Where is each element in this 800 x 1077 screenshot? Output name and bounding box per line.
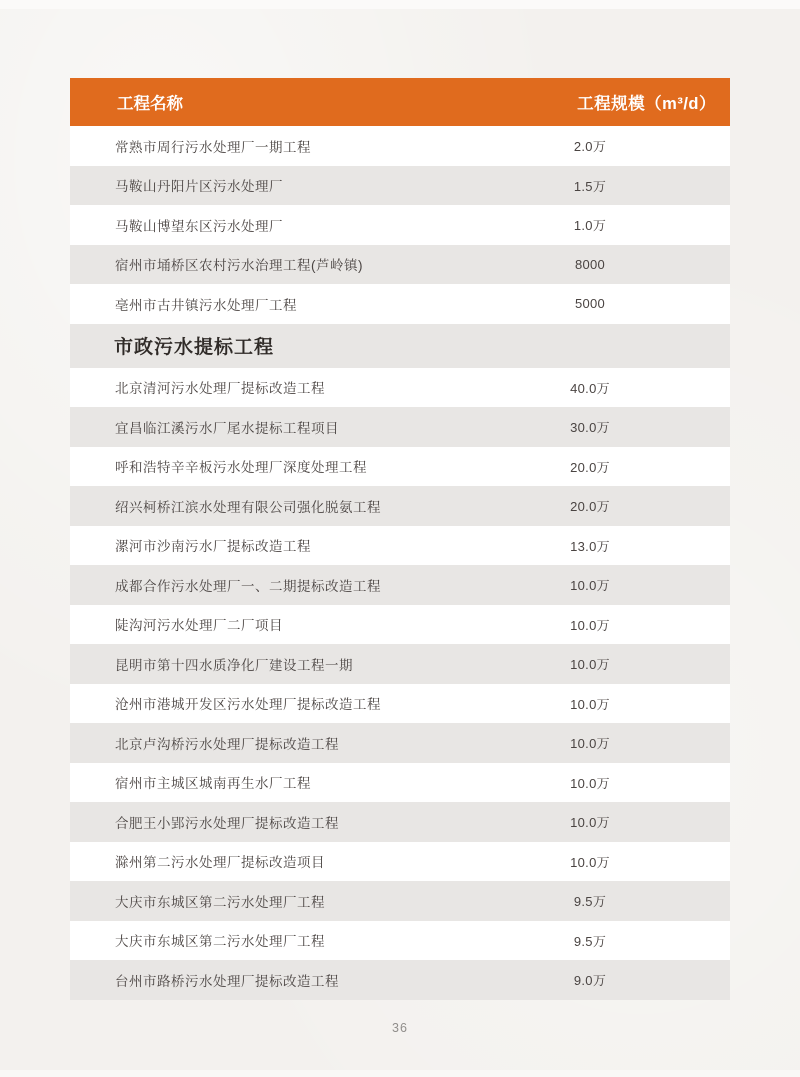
table-row <box>70 921 730 961</box>
project-scale-cell: 13.0万 <box>570 538 610 554</box>
project-name-cell: 大庆市东城区第二污水处理厂工程 <box>115 894 325 910</box>
page-number: 36 <box>392 1021 408 1035</box>
project-scale-cell: 9.5万 <box>573 933 607 949</box>
column-header-project-name: 工程名称 <box>117 95 183 113</box>
project-name-cell: 合肥王小郢污水处理厂提标改造工程 <box>115 815 339 831</box>
table-row <box>70 166 730 206</box>
project-scale-cell: 10.0万 <box>570 578 610 594</box>
table-row <box>70 368 730 408</box>
project-name-cell: 宿州市主城区城南再生水厂工程 <box>115 776 311 792</box>
project-name-cell: 绍兴柯桥江滨水处理有限公司强化脱氨工程 <box>115 499 381 515</box>
project-scale-cell: 9.5万 <box>573 894 607 910</box>
project-name-cell: 陡沟河污水处理厂二厂项目 <box>115 618 283 634</box>
project-scale-cell: 10.0万 <box>570 815 610 831</box>
project-scale-cell: 1.0万 <box>573 218 607 234</box>
table-row <box>70 284 730 324</box>
project-name-cell: 大庆市东城区第二污水处理厂工程 <box>115 934 325 950</box>
project-scale-cell: 2.0万 <box>573 139 607 155</box>
project-scale-cell: 10.0万 <box>570 854 610 870</box>
project-scale-cell: 20.0万 <box>570 459 610 475</box>
table-row <box>70 684 730 724</box>
project-name-cell: 漯河市沙南污水厂提标改造工程 <box>115 539 311 555</box>
table-row <box>70 881 730 921</box>
project-scale-cell: 8000 <box>574 256 606 272</box>
project-name-cell: 北京卢沟桥污水处理厂提标改造工程 <box>115 736 339 752</box>
section-header <box>70 324 730 368</box>
project-scale-cell: 10.0万 <box>570 696 610 712</box>
project-name-cell: 亳州市古井镇污水处理厂工程 <box>115 297 297 313</box>
project-scale-cell: 9.0万 <box>573 973 607 989</box>
project-scale-cell: 30.0万 <box>570 420 610 436</box>
section-title: 市政污水提标工程 <box>114 337 275 358</box>
column-header-project-scale: 工程规模（m³/d） <box>577 95 716 113</box>
project-name-cell: 呼和浩特辛辛板污水处理厂深度处理工程 <box>115 460 367 476</box>
table-row <box>70 245 730 285</box>
project-name-cell: 沧州市港城开发区污水处理厂提标改造工程 <box>115 697 381 713</box>
project-name-cell: 台州市路桥污水处理厂提标改造工程 <box>115 973 339 989</box>
table-row <box>70 565 730 605</box>
table-row <box>70 447 730 487</box>
project-name-cell: 宜昌临江溪污水厂尾水提标工程项目 <box>115 420 339 436</box>
table-row <box>70 763 730 803</box>
table-row <box>70 486 730 526</box>
project-scale-cell: 5000 <box>574 296 606 312</box>
table-row <box>70 960 730 1000</box>
project-name-cell: 常熟市周行污水处理厂一期工程 <box>115 139 311 155</box>
project-name-cell: 昆明市第十四水质净化厂建设工程一期 <box>115 657 353 673</box>
table-row <box>70 842 730 882</box>
project-scale-cell: 10.0万 <box>570 657 610 673</box>
table-row <box>70 605 730 645</box>
project-name-cell: 马鞍山博望东区污水处理厂 <box>115 218 283 234</box>
table-body <box>70 126 730 1000</box>
project-scale-cell: 10.0万 <box>570 736 610 752</box>
project-name-cell: 成都合作污水处理厂一、二期提标改造工程 <box>115 578 381 594</box>
table-row <box>70 526 730 566</box>
table-header-row <box>70 78 730 126</box>
project-table <box>70 78 730 1000</box>
table-row <box>70 126 730 166</box>
project-scale-cell: 1.5万 <box>573 178 607 194</box>
table-row <box>70 802 730 842</box>
table-row <box>70 407 730 447</box>
project-name-cell: 北京清河污水处理厂提标改造工程 <box>115 381 325 397</box>
table-row <box>70 723 730 763</box>
table-row <box>70 644 730 684</box>
project-scale-cell: 20.0万 <box>570 499 610 515</box>
table-row <box>70 205 730 245</box>
project-name-cell: 马鞍山丹阳片区污水处理厂 <box>115 179 283 195</box>
project-name-cell: 宿州市埇桥区农村污水治理工程(芦岭镇) <box>115 258 363 274</box>
project-name-cell: 滁州第二污水处理厂提标改造项目 <box>115 855 325 871</box>
project-scale-cell: 40.0万 <box>570 380 610 396</box>
project-scale-cell: 10.0万 <box>570 775 610 791</box>
project-scale-cell: 10.0万 <box>570 617 610 633</box>
